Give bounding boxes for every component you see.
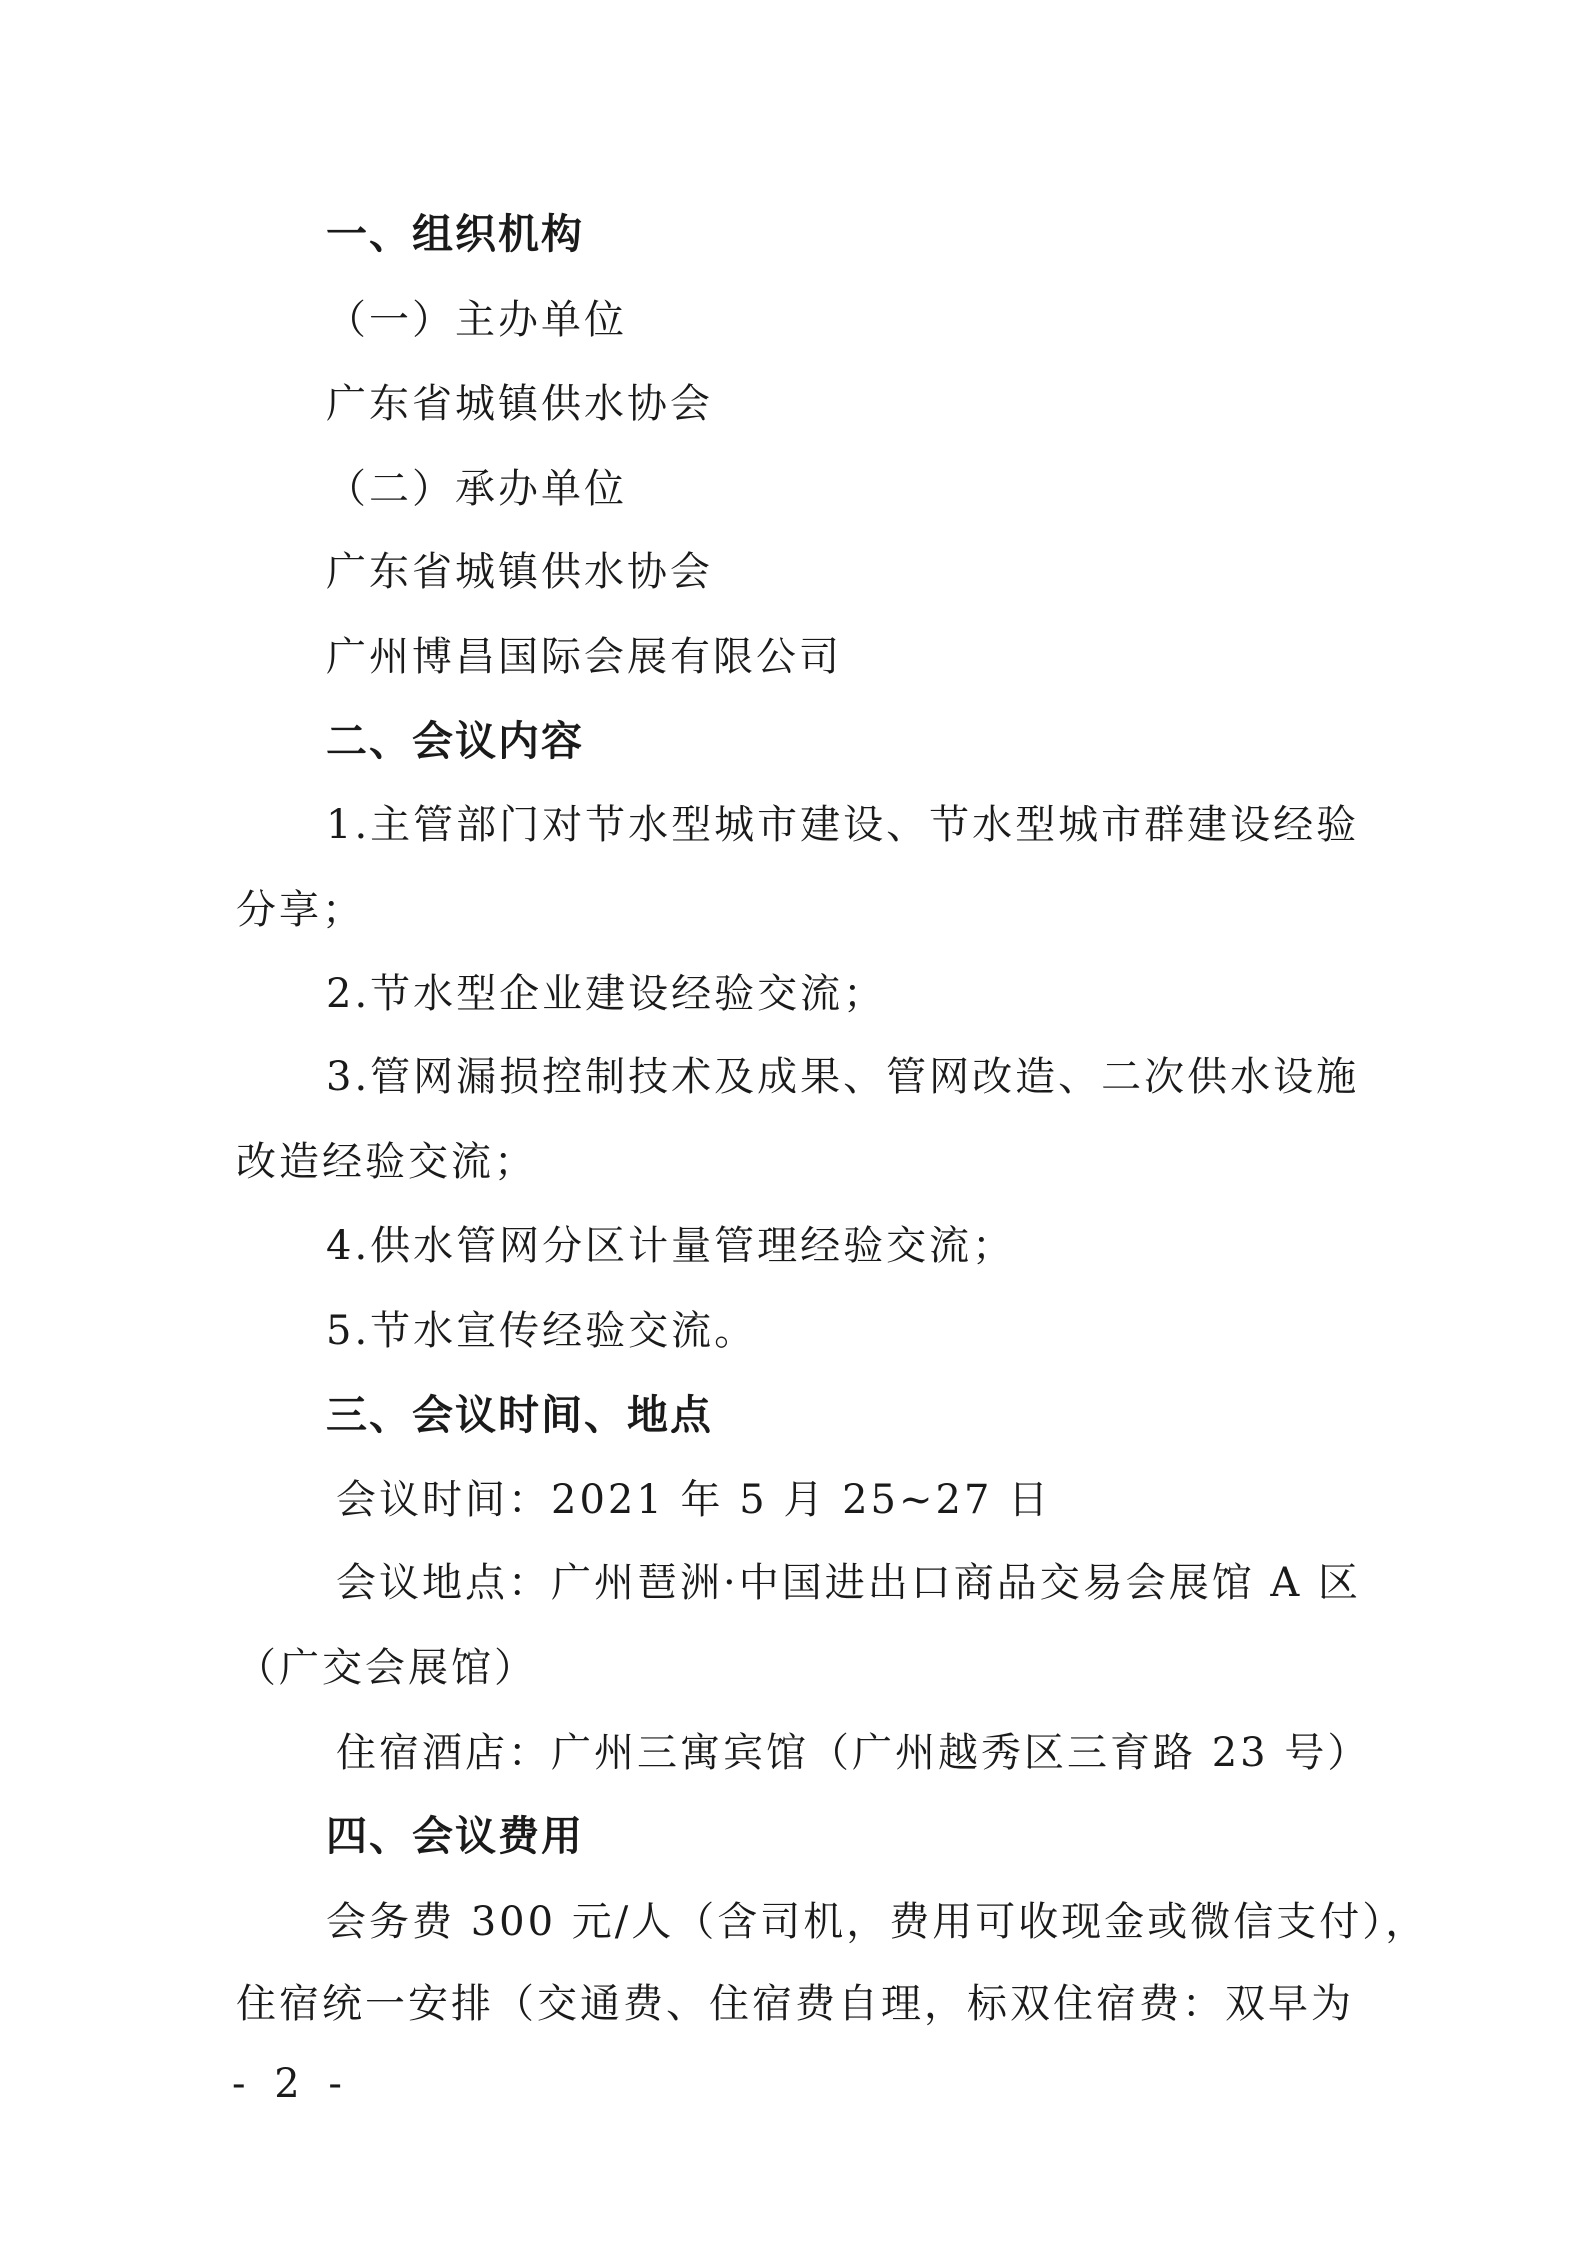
content-item-5: 5.节水宣传经验交流。 [326,1308,758,1354]
content-item-4: 4.供水管网分区计量管理经验交流； [326,1223,1016,1269]
content-item-3-line-1: 3.管网漏损控制技术及成果、管网改造、二次供水设施 [326,1054,1360,1100]
host-organization: 广东省城镇供水协会 [326,381,713,427]
content-item-1-line-1: 1.主管部门对节水型城市建设、节水型城市群建设经验 [326,802,1360,848]
fee-line-2: 住宿统一安排（交通费、住宿费自理，标双住宿费：双早为 [236,1981,1354,2027]
page-number: - 2 - [232,2061,350,2107]
section-heading-fees: 四、会议费用 [326,1812,584,1860]
organizer-1: 广东省城镇供水协会 [326,549,713,595]
organizer-2: 广州博昌国际会展有限公司 [326,634,842,680]
section-heading-organization: 一、组织机构 [326,210,584,258]
content-item-2: 2.节水型企业建设经验交流； [326,971,887,1017]
content-item-3-line-2: 改造经验交流； [236,1139,537,1185]
section-heading-content: 二、会议内容 [326,717,584,765]
meeting-venue-line-1: 会议地点：广州琶洲·中国进出口商品交易会展馆 A 区 [336,1560,1362,1606]
content-item-1-line-2: 分享； [236,887,365,933]
subheading-organizer: （二）承办单位 [326,466,627,512]
meeting-venue-line-2: （广交会展馆） [236,1645,537,1691]
hotel: 住宿酒店：广州三寓宾馆（广州越秀区三育路 23 号） [336,1730,1371,1776]
subheading-host: （一）主办单位 [326,297,627,343]
meeting-time: 会议时间：2021 年 5 月 25~27 日 [336,1477,1052,1523]
fee-line-1: 会务费 300 元/人（含司机，费用可收现金或微信支付）， [326,1899,1429,1945]
section-heading-time-venue: 三、会议时间、地点 [326,1391,713,1439]
